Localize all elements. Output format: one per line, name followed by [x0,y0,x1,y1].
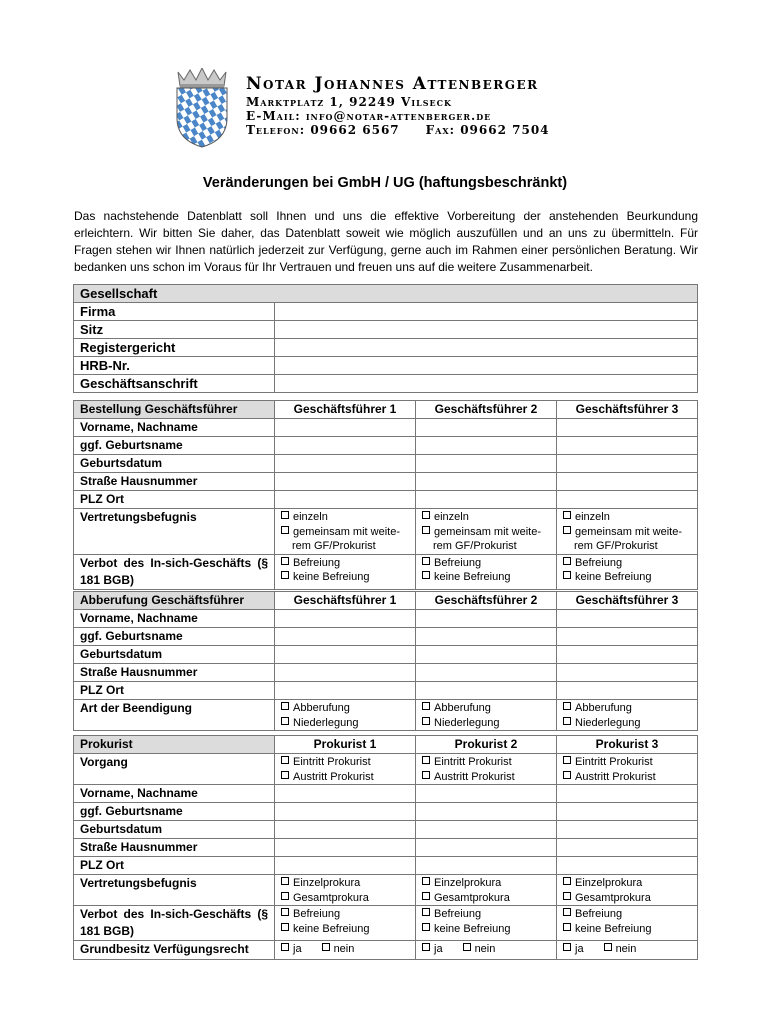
geschaeftsanschrift-field[interactable] [275,375,698,393]
verbot-label: Verbot des In-sich-Geschäfts (§ 181 BGB) [74,554,275,589]
checkbox-icon[interactable] [563,571,571,579]
checkbox-icon[interactable] [563,771,571,779]
input-cell[interactable] [557,682,698,700]
checkbox-option[interactable]: einzeln [563,510,691,525]
input-cell[interactable] [557,437,698,455]
input-cell[interactable] [275,839,416,857]
checkbox-icon[interactable] [422,717,430,725]
row-label: Straße Hausnummer [74,839,275,857]
input-cell[interactable] [416,785,557,803]
checkbox-option[interactable]: Einzelprokura [422,876,550,891]
checkbox-icon[interactable] [281,771,289,779]
input-cell[interactable] [557,419,698,437]
gf3-header: Geschäftsführer 3 [557,401,698,419]
input-cell[interactable] [557,628,698,646]
checkbox-icon[interactable] [422,557,430,565]
checkbox-option[interactable]: Niederlegung [563,716,691,731]
checkbox-option[interactable]: Abberufung [422,701,550,716]
input-cell[interactable] [416,821,557,839]
checkbox-option[interactable]: einzeln [422,510,550,525]
checkbox-option[interactable]: gemeinsam mit weite- [281,525,409,540]
input-cell[interactable] [557,455,698,473]
firma-label: Firma [74,303,275,321]
checkbox-icon[interactable] [281,511,289,519]
input-cell[interactable] [275,473,416,491]
checkbox-option[interactable]: Gesamtprokura [281,891,409,906]
checkbox-icon[interactable] [563,717,571,725]
checkbox-option[interactable]: keine Befreiung [563,922,691,937]
checkbox-icon[interactable] [422,756,430,764]
row-label: PLZ Ort [74,682,275,700]
input-cell[interactable] [416,664,557,682]
checkbox-icon[interactable] [281,702,289,710]
notary-phone: Telefon: 09662 6567 [246,123,400,137]
input-cell[interactable] [275,646,416,664]
checkbox-option[interactable]: ja [281,943,302,955]
checkbox-option[interactable]: nein [322,942,355,957]
input-cell[interactable] [275,803,416,821]
checkbox-icon[interactable] [422,511,430,519]
checkbox-option[interactable]: Eintritt Prokurist [422,755,550,770]
input-cell[interactable] [557,785,698,803]
gf2-header: Geschäftsführer 2 [416,401,557,419]
row-label: PLZ Ort [74,857,275,875]
row-label: Vorname, Nachname [74,419,275,437]
input-cell[interactable] [416,646,557,664]
prokurist3-header: Prokurist 3 [557,736,698,754]
prokurist-table [73,735,698,960]
input-cell[interactable] [557,821,698,839]
row-label: Geburtsdatum [74,821,275,839]
bestellung-table: Bestellung Geschäftsführer Geschäftsführer 1 Geschäftsführer 2 Geschäftsführer 3 Vorname, Nachname ggf. Geburtsname Geburtsdatum Straße Hausnummer PLZ Ort Vertretungsbefugnis einzeln gemeinsam mit weite- rem GF/Prokurist einzeln gemeinsam mit weite- rem GF/Prokurist einzeln gemeinsam mit weite- rem GF/Prokurist Verbot des In-sich-Geschäfts (§ 181 BGB) Befreiung keine Befreiung Befreiung keine Befreiung Befreiung keine Befreiung [73,400,698,590]
checkbox-icon[interactable] [281,526,289,534]
input-cell[interactable] [275,628,416,646]
row-label: ggf. Geburtsname [74,437,275,455]
letterhead [172,68,592,148]
input-cell[interactable] [416,437,557,455]
verbot-label: Verbot des In-sich-Geschäfts (§ 181 BGB) [74,906,275,941]
checkbox-icon[interactable] [563,892,571,900]
input-cell[interactable] [557,646,698,664]
checkbox-option[interactable]: ja [563,943,584,955]
row-label: Vorname, Nachname [74,610,275,628]
checkbox-option[interactable]: nein [604,942,637,957]
checkbox-option[interactable]: Austritt Prokurist [422,770,550,785]
checkbox-option[interactable]: Abberufung [563,701,691,716]
checkbox-icon[interactable] [422,908,430,916]
gf2-header: Geschäftsführer 2 [416,592,557,610]
sitz-label: Sitz [74,321,275,339]
checkbox-option[interactable]: keine Befreiung [281,922,409,937]
sitz-field[interactable] [275,321,698,339]
row-label: ggf. Geburtsname [74,803,275,821]
prokurist1-header: Prokurist 1 [275,736,416,754]
input-cell[interactable] [416,857,557,875]
input-cell[interactable] [275,419,416,437]
notary-name: Notar Johannes Attenberger [246,74,539,94]
checkbox-icon[interactable] [422,923,430,931]
row-label: Vorname, Nachname [74,785,275,803]
registergericht-label: Registergericht [74,339,275,357]
checkbox-option[interactable]: nein [463,942,496,957]
checkbox-option[interactable]: Abberufung [281,701,409,716]
hrb-field[interactable] [275,357,698,375]
checkbox-icon[interactable] [281,877,289,885]
checkbox-icon[interactable] [563,756,571,764]
bestellung-header: Bestellung Geschäftsführer [74,401,275,419]
input-cell[interactable] [416,473,557,491]
checkbox-icon[interactable] [563,877,571,885]
checkbox-icon[interactable] [322,943,330,951]
gf3-header: Geschäftsführer 3 [557,592,698,610]
checkbox-icon[interactable] [422,702,430,710]
checkbox-icon[interactable] [281,557,289,565]
row-label: Straße Hausnummer [74,664,275,682]
input-cell[interactable] [416,491,557,509]
checkbox-icon[interactable] [563,557,571,565]
checkbox-option[interactable]: einzeln [281,510,409,525]
checkbox-option[interactable]: Niederlegung [422,716,550,731]
input-cell[interactable] [275,857,416,875]
input-cell[interactable] [557,491,698,509]
vorgang-label: Vorgang [74,754,275,785]
checkbox-option[interactable]: Befreiung [563,907,691,922]
bavarian-coat-of-arms-icon [172,68,232,148]
input-cell[interactable] [275,610,416,628]
abberufung-header: Abberufung Geschäftsführer [74,592,275,610]
input-cell[interactable] [557,857,698,875]
input-cell[interactable] [557,803,698,821]
checkbox-option[interactable]: Austritt Prokurist [281,770,409,785]
checkbox-option[interactable]: Befreiung [281,556,409,571]
checkbox-option[interactable]: keine Befreiung [563,570,691,585]
checkbox-icon[interactable] [281,717,289,725]
checkbox-option[interactable]: ja [422,943,443,955]
checkbox-icon[interactable] [563,923,571,931]
row-label: Straße Hausnummer [74,473,275,491]
row-label: PLZ Ort [74,491,275,509]
geschaeftsanschrift-label: Geschäftsanschrift [74,375,275,393]
prokurist-header: Prokurist [74,736,275,754]
checkbox-icon[interactable] [281,908,289,916]
gesellschaft-header: Gesellschaft [74,285,698,303]
input-cell[interactable] [416,610,557,628]
checkbox-icon[interactable] [563,702,571,710]
checkbox-option[interactable]: Niederlegung [281,716,409,731]
checkbox-option[interactable]: Einzelprokura [563,876,691,891]
input-cell[interactable] [275,682,416,700]
checkbox-icon[interactable] [281,923,289,931]
checkbox-option[interactable]: Gesamtprokura [422,891,550,906]
row-label: ggf. Geburtsname [74,628,275,646]
checkbox-option[interactable]: gemeinsam mit weite- [563,525,691,540]
checkbox-option[interactable]: Austritt Prokurist [563,770,691,785]
notary-fax: Fax: 09662 7504 [425,123,550,137]
checkbox-icon[interactable] [463,943,471,951]
page-title: Veränderungen bei GmbH / UG (haftungsbeschränkt) [202,175,568,191]
checkbox-option[interactable]: keine Befreiung [281,570,409,585]
checkbox-option[interactable]: Einzelprokura [281,876,409,891]
checkbox-icon[interactable] [563,943,571,951]
checkbox-icon[interactable] [281,756,289,764]
art-label: Art der Beendigung [74,700,275,731]
gesellschaft-table [73,284,698,393]
checkbox-icon[interactable] [563,511,571,519]
input-cell[interactable] [557,473,698,491]
checkbox-option[interactable]: Eintritt Prokurist [281,755,409,770]
gf1-header: Geschäftsführer 1 [275,592,416,610]
notary-address: Marktplatz 1, 92249 Vilseck [246,95,452,109]
checkbox-option[interactable]: Befreiung [563,556,691,571]
checkbox-icon[interactable] [563,526,571,534]
input-cell[interactable] [416,803,557,821]
checkbox-option[interactable]: Eintritt Prokurist [563,755,691,770]
input-cell[interactable] [275,785,416,803]
checkbox-icon[interactable] [281,943,289,951]
checkbox-icon[interactable] [604,943,612,951]
hrb-label: HRB-Nr. [74,357,275,375]
input-cell[interactable] [275,437,416,455]
checkbox-icon[interactable] [422,771,430,779]
gf1-header: Geschäftsführer 1 [275,401,416,419]
input-cell[interactable] [275,821,416,839]
input-cell[interactable] [557,610,698,628]
checkbox-option[interactable]: keine Befreiung [422,922,550,937]
checkbox-icon[interactable] [422,571,430,579]
checkbox-icon[interactable] [422,526,430,534]
checkbox-option[interactable]: Befreiung [422,907,550,922]
input-cell[interactable] [416,628,557,646]
checkbox-option[interactable]: gemeinsam mit weite- [422,525,550,540]
checkbox-option[interactable]: keine Befreiung [422,570,550,585]
checkbox-option[interactable]: Gesamtprokura [563,891,691,906]
input-cell[interactable] [416,682,557,700]
input-cell[interactable] [275,664,416,682]
checkbox-icon[interactable] [422,943,430,951]
vertretung-label: Vertretungsbefugnis [74,875,275,906]
checkbox-icon[interactable] [281,571,289,579]
notary-email: E-Mail: info@notar-attenberger.de [246,109,492,123]
grundbesitz-label: Grundbesitz Verfügungsrecht [74,941,275,960]
checkbox-option[interactable]: Befreiung [281,907,409,922]
registergericht-field[interactable] [275,339,698,357]
checkbox-icon[interactable] [422,877,430,885]
abberufung-table [73,591,698,731]
intro-text: Das nachstehende Datenblatt soll Ihnen und uns die effektive Vorbereitung der anstehenden Beurkundung erleichtern. Wir bitten Sie daher, das Datenblatt soweit wie möglich auszufüllen und an uns zu übermitteln. Für Fragen stehen wir Ihnen natürlich jederzeit zur Verfügung, gerne auch im Rahmen einer persönlichen Beratung. Wir bedanken uns schon im Voraus für Ihr Vertrauen und freuen uns auf die weitere Zusammenarbeit. [74,209,698,274]
checkbox-icon[interactable] [563,908,571,916]
input-cell[interactable] [416,419,557,437]
row-label: Geburtsdatum [74,455,275,473]
checkbox-option[interactable]: Befreiung [422,556,550,571]
input-cell[interactable] [275,455,416,473]
checkbox-icon[interactable] [422,892,430,900]
vertretung-label: Vertretungsbefugnis [74,509,275,555]
firma-field[interactable] [275,303,698,321]
input-cell[interactable] [416,839,557,857]
prokurist2-header: Prokurist 2 [416,736,557,754]
checkbox-icon[interactable] [281,892,289,900]
input-cell[interactable] [557,839,698,857]
input-cell[interactable] [557,664,698,682]
row-label: Geburtsdatum [74,646,275,664]
input-cell[interactable] [416,455,557,473]
input-cell[interactable] [275,491,416,509]
